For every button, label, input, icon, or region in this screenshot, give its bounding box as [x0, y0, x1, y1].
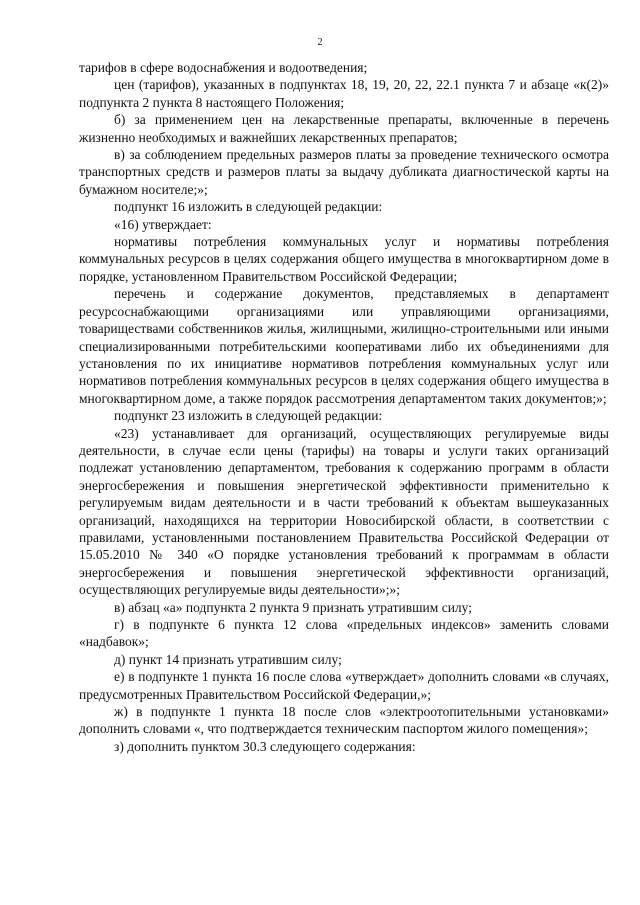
paragraph: «16) утверждает: — [114, 216, 212, 232]
paragraph: в) абзац «а» подпункта 2 пункта 9 признать утратившим силу; — [114, 599, 472, 615]
paragraph: нормативы потребления коммунальных услуг и нормативы потребления коммунальных ресурсов в целях содержания общего имущества в многоквартирном доме в порядке, установленном Правительством Российской Федерации; — [79, 234, 609, 284]
paragraph: тарифов в сфере водоснабжения и водоотведения; — [79, 60, 368, 75]
paragraph: е) в подпункте 1 пункта 16 после слова «утверждает» дополнить словами «в случаях, предусмотренных Правительством Российской Федерации,»; — [79, 669, 609, 702]
paragraph: ж) в подпункте 1 пункта 18 после слов «электроотопительными установками» дополнить словами «, что подтверждается техническим паспортом жилого помещения»; — [79, 704, 609, 737]
paragraph: б) за применением цен на лекарственные препараты, включенные в перечень жизненно необходимых и важнейших лекарственных препаратов; — [79, 112, 609, 145]
paragraph: подпункт 16 изложить в следующей редакции: — [114, 199, 383, 215]
paragraph: перечень и содержание документов, представляемых в департамент ресурсоснабжающими организациями или управляющими организациями, товариществами собственников жилья, жилищными, жилищно-строительными или иными специализированными потребительскими кооперативами либо их объединениями для установления по их инициативе нормативов потребления коммунальных услуг или нормативов потребления коммунальных ресурсов в целях содержания общего имущества в многоквартирном доме, а также порядок рассмотрения департаментом таких документов;»; — [79, 286, 609, 406]
paragraph: подпункт 23 изложить в следующей редакции: — [114, 408, 383, 424]
paragraph: «23) устанавливает для организаций, осуществляющих регулируемые виды деятельности, в случае если цены (тарифы) на товары и услуги таких организаций подлежат установлению департаментом, требования к содержанию программ в области энергосбережения и повышения энергетической эффективности применительно к регулируемым видам деятельности и в части требований к объектам вышеуказанных организаций, находящихся на территории Новосибирской области, в соответствии с правилами, установленными постановлением Правительства Российской Федерации от 15.05.2010 № 340 «О порядке установления требований к программам в области энергосбережения и повышения энергетической эффективности организаций, осуществляющих регулируемые виды деятельности»;»; — [79, 425, 609, 598]
paragraph: з) дополнить пунктом 30.3 следующего содержания: — [114, 738, 416, 754]
paragraph: в) за соблюдением предельных размеров платы за проведение технического осмотра транспортных средств и размеров платы за выдачу дубликата диагностической карты на бумажном носителе;»; — [79, 147, 609, 197]
paragraph: цен (тарифов), указанных в подпунктах 18, 19, 20, 22, 22.1 пункта 7 и абзаце «к(2)» подпункта 2 пункта 8 настоящего Положения; — [79, 77, 609, 110]
paragraph: д) пункт 14 признать утратившим силу; — [114, 651, 342, 667]
paragraph: г) в подпункте 6 пункта 12 слова «предельных индексов» заменить словами «надбавок»; — [79, 617, 609, 650]
page-number: 2 — [317, 37, 323, 48]
document-body — [79, 59, 609, 755]
